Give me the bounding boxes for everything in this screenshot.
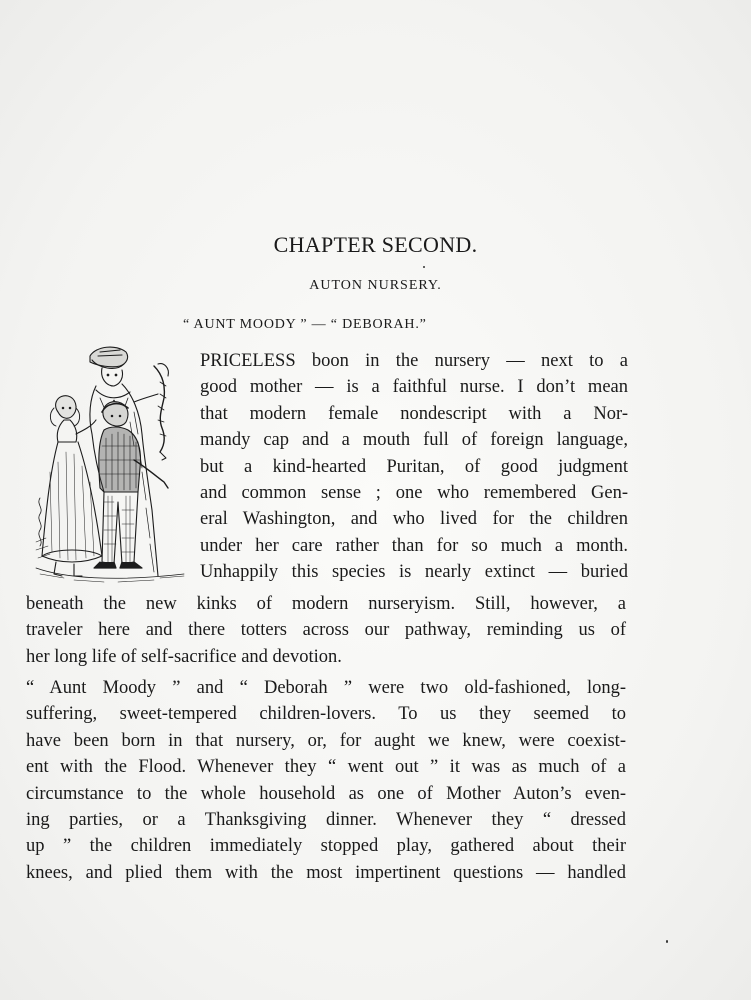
text-line: have been born in that nursery, or, for aught we knew, were coexist-: [26, 730, 626, 751]
text-line: mandy cap and a mouth full of foreign language,: [200, 430, 628, 451]
chapter-title: CHAPTER SECOND.: [273, 232, 478, 257]
chapter-subtitle: AUTON NURSERY.: [309, 278, 442, 293]
text-line: Unhappily this species is nearly extinct — buried: [200, 562, 628, 583]
text-line: that modern female nondescript with a Nor-: [200, 403, 628, 424]
nurse-and-children-illustration: [34, 342, 194, 590]
text-line: beneath the new kinks of modern nurseryism. Still, however, a: [26, 594, 626, 614]
text-line: traveler here and there totters across our pathway, reminding us of: [26, 620, 626, 641]
text-line: knees, and plied them with the most impertinent questions — handled: [26, 862, 626, 883]
text-line: and common sense ; one who remembered Gen-: [200, 483, 628, 504]
text-line: ent with the Flood. Whenever they “ went out ” it was as much of a: [26, 757, 626, 778]
text-line: her long life of self-sacrifice and devotion.: [26, 646, 342, 667]
section-heading: “ AUNT MOODY ” — “ DEBORAH.”: [183, 317, 427, 332]
text-line: good mother — is a faithful nurse. I don’t mean: [200, 377, 628, 398]
text-line: PRICELESS boon in the nursery — next to a: [200, 351, 628, 371]
scan-speck: [423, 266, 425, 268]
text-line: suffering, sweet-tempered children-lovers. To us they seemed to: [26, 704, 626, 725]
text-line: up ” the children immediately stopped play, gathered about their: [26, 836, 626, 857]
paragraph-2: [26, 675, 626, 886]
text-line: under her care rather than for so much a month.: [200, 535, 628, 556]
text-line: but a kind-hearted Puritan, of good judgment: [200, 456, 628, 477]
text-line: eral Washington, and who lived for the children: [200, 509, 628, 530]
text-line: circumstance to the whole household as one of Mother Auton’s even-: [26, 783, 626, 804]
scan-speck: [666, 940, 668, 943]
paragraph-1-full-lines: [26, 591, 626, 670]
paragraph-1-wrapped-lines: [200, 348, 628, 586]
text-line: “ Aunt Moody ” and “ Deborah ” were two old-fashioned, long-: [26, 678, 626, 698]
text-line: ing parties, or a Thanksgiving dinner. Whenever they “ dressed: [26, 810, 626, 831]
